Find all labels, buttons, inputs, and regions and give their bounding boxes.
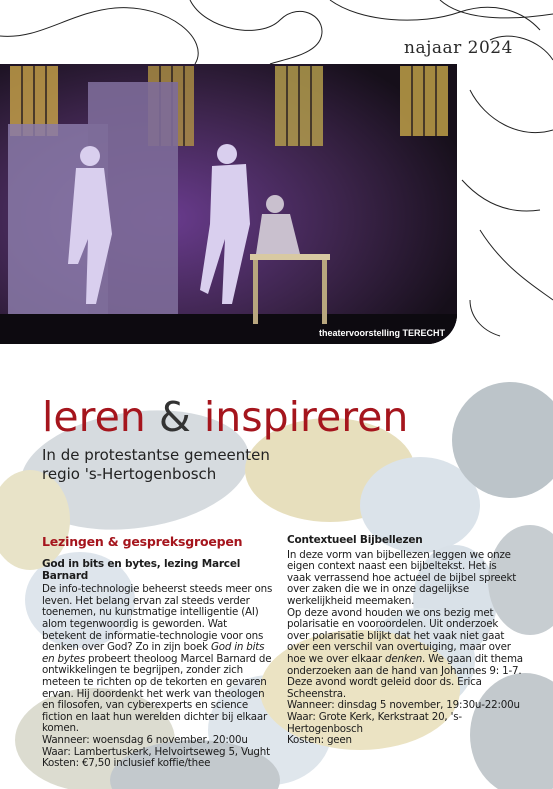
lecture-where: Waar: Lambertuskerk, Helvoirtseweg 5, Vught [42, 745, 270, 758]
season-label: najaar 2024 [404, 38, 513, 58]
lecture-book-title: God in bits en bytes [42, 641, 265, 665]
section-title-lectures: Lezingen & gespreksgroepen [42, 534, 243, 549]
bible-body-2-part-a: Op deze avond houden we ons bezig met polarisatie en vooroordelen. Uit onderzoek over polarisatie blijkt dat het vaak niet gaat over een verschil van overtuiging, maar over hoe we over elkaar [287, 606, 511, 665]
lecture-cost: Kosten: €7,50 inclusief koffie/thee [42, 757, 211, 770]
lecture-title: God in bits en bytes, lezing Marcel Barnard [42, 558, 241, 582]
lecture-body-part-2: probeert theoloog Marcel Barnard de ontwikkelingen te begrijpen, zonder zich meteen te richten op de tekorten en gevaren ervan. Hij doordenkt het werk van theologen en filosofen, van cyberexperts en science fiction en laat hun werelden dichter bij elkaar komen. [42, 652, 272, 735]
lecture-body [42, 584, 274, 735]
page-subtitle: In de protestantse gemeenten regio 's-Hertogenbosch [42, 446, 270, 483]
bible-body-2-part-b: . We gaan dit thema onderzoeken aan de hand van Johannes 9: 1-7. Deze avond wordt geleid door ds. Erica Scheenstra. [287, 652, 523, 700]
title-word-inspireren: inspireren [203, 393, 409, 441]
bible-title: Contextueel Bijbellezen [287, 534, 423, 546]
title-word-leren: leren [42, 393, 146, 441]
bible-cost: Kosten: geen [287, 734, 352, 747]
bible-when: Wanneer: dinsdag 5 november, 19:30u-22:00u [287, 699, 520, 712]
title-ampersand: & [158, 393, 191, 441]
column-lectures [42, 535, 274, 770]
page-title [42, 392, 408, 442]
lecture-body-part-1: De info-technologie beheerst steeds meer ons leven. Het belang ervan zal steeds verder toenemen, nu kunstmatige intelligentie (AI) alom tegenwoordig is geworden. Wat betekent de informatie-technologie voor ons denken over God? Zo in zijn boek [42, 583, 273, 654]
bible-body-2 [287, 608, 523, 701]
photo-caption: theatervoorstelling TERECHT [318, 328, 445, 338]
bible-body-2-emphasis: denken [385, 652, 423, 665]
column-bible-reading [287, 535, 523, 747]
bible-where: Waar: Grote Kerk, Kerkstraat 20, 's-Hertogenbosch [287, 710, 462, 735]
lecture-when: Wanneer: woensdag 6 november, 20:00u [42, 733, 248, 746]
theater-photo [0, 64, 457, 344]
theater-photo-illustration [0, 64, 457, 344]
bible-body-1: In deze vorm van bijbellezen leggen we onze eigen context naast een bijbeltekst. Het is vaak verrassend hoe actueel de bijbel spreekt over zaken die we in onze dagelijkse werkelijkheid meemaken. [287, 548, 517, 607]
